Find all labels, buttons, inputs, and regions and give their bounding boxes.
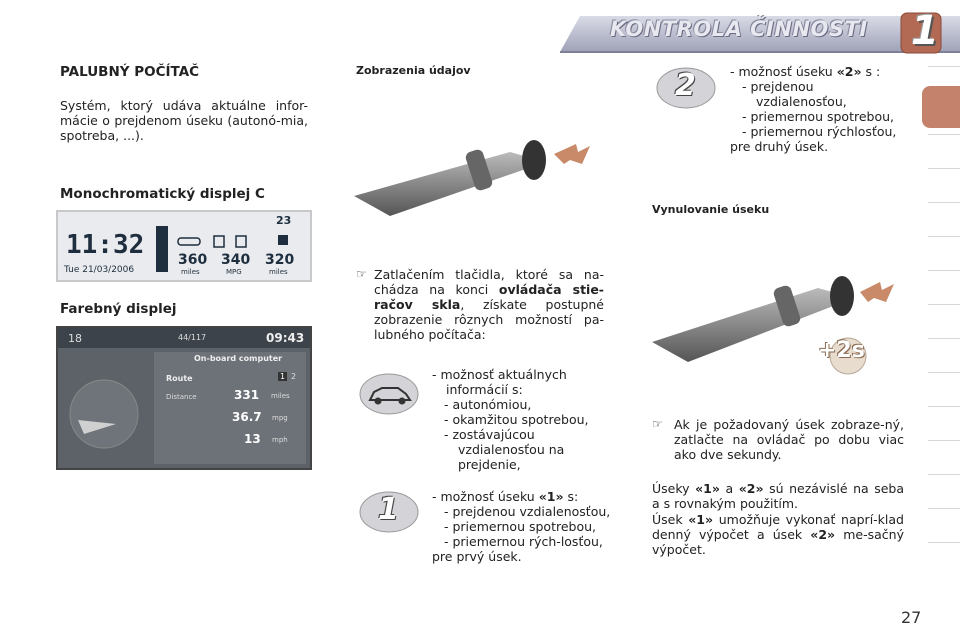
- option-trip-2-item: - priemernou spotrebou,: [742, 109, 895, 124]
- color-route-label: Route: [166, 374, 193, 383]
- mono-unit-1: miles: [181, 268, 200, 276]
- option-trip-1-bold: «1»: [538, 489, 564, 504]
- section-heading-color-display: Farebný displej: [60, 301, 177, 317]
- option-trip-1-item: - priemernou spotrebou,: [444, 519, 597, 534]
- color-time: 09:43: [266, 331, 305, 345]
- color-row-label-1: Distance: [166, 393, 197, 401]
- trips-independent-paragraph: Úseky «1» a «2» sú nezávislé na seba a s rovnakým použitím.: [652, 481, 904, 511]
- color-panel-title: On-board computer: [194, 354, 283, 363]
- mono-display-image: [56, 210, 312, 282]
- option-trip-1-item: - prejdenou vzdialenosťou,: [444, 504, 611, 519]
- mono-value-3: 320: [265, 252, 295, 268]
- color-trip-counter: 44/117: [178, 333, 207, 342]
- mono-unit-2: MPG: [226, 268, 242, 276]
- section-heading-onboard-computer: PALUBNÝ POČÍTAČ: [60, 64, 200, 80]
- pointer-icon: ☞: [652, 417, 663, 431]
- color-row-unit-2: mpg: [272, 414, 288, 422]
- page-title: KONTROLA ČINNOSTI: [610, 17, 868, 41]
- mono-value-1: 360: [178, 252, 208, 268]
- wiper-stalk-image: [350, 132, 590, 222]
- option-trip-2-pre: - možnosť úseku: [730, 64, 837, 79]
- mono-trip-selector: [156, 226, 168, 272]
- car-icon: [358, 372, 420, 416]
- color-row-unit-1: miles: [271, 392, 290, 400]
- option-trip-1-footer: pre prvý úsek.: [432, 549, 522, 564]
- press-instruction-bold: ovládača stie-račov skla: [374, 282, 604, 312]
- option-trip-2-bold: «2»: [836, 64, 862, 79]
- color-temperature: 18: [68, 332, 82, 345]
- mono-date: Tue 21/03/2006: [64, 265, 135, 275]
- mono-unit-3: miles: [269, 268, 288, 276]
- mono-temperature: 23: [276, 214, 292, 227]
- press-instruction-post: , získate postupné zobrazenie rôznych možností pa-lubného počítača:: [374, 297, 604, 342]
- pointer-icon: ☞: [356, 267, 367, 281]
- trip-1-icon: 1: [358, 490, 420, 534]
- mono-time: 11:32: [66, 230, 145, 260]
- option-trip-2: [730, 64, 908, 154]
- press-instruction: [356, 267, 604, 342]
- chapter-tab-bar: [928, 66, 960, 576]
- reset-instruction-text: Ak je požadovaný úsek zobraze-ný, zatlačte na ovládač po dobu viac ako dve sekundy.: [674, 417, 904, 462]
- color-route-tab-1: 1: [280, 372, 286, 381]
- option-trip-2-post: s :: [861, 64, 881, 79]
- option-current-info: [432, 367, 612, 472]
- section-heading-reset: Vynulovanie úseku: [652, 203, 770, 216]
- option-trip-1: [432, 489, 612, 564]
- color-route-tab-2: 2: [291, 372, 297, 381]
- press-arrow-icon: [554, 144, 590, 164]
- trip-usage-paragraph: Úsek «1» umožňuje vykonať naprí-klad denný výpočet a úsek «2» me-sačný výpočet.: [652, 512, 904, 557]
- page-number: 27: [901, 608, 922, 627]
- color-row-value-2: 36.7: [232, 410, 262, 424]
- hold-2s-label: +2s: [818, 338, 865, 363]
- color-display-image: [56, 326, 312, 470]
- option-current-item: - okamžitou spotrebou,: [444, 412, 589, 427]
- section-heading-mono-display: Monochromatický displej C: [60, 186, 265, 202]
- option-current-item: - zostávajúcou vzdialenosťou na prejdenie,: [444, 427, 565, 472]
- color-row-value-3: 13: [244, 432, 261, 446]
- option-current-item: - autonómiou,: [444, 397, 532, 412]
- intro-paragraph: Systém, ktorý udáva aktuálne infor-mácie o prejdenom úseku (autonó-mia, spotreba, ...).: [60, 98, 308, 143]
- mono-value-2: 340: [221, 252, 251, 268]
- chapter-tab-active[interactable]: [922, 86, 960, 128]
- reset-instruction: [652, 417, 904, 462]
- mono-function-icons: [172, 234, 302, 248]
- section-heading-data-display: Zobrazenia údajov: [356, 64, 471, 77]
- option-trip-1-pre: - možnosť úseku: [432, 489, 539, 504]
- chapter-number: 1: [911, 8, 939, 54]
- wiper-stalk-reset-image: [648, 270, 898, 380]
- option-current-title: - možnosť aktuálnych informácií s:: [432, 367, 567, 397]
- option-trip-2-item: - prejdenou vzdialenosťou,: [742, 79, 847, 109]
- color-row-unit-3: mph: [272, 436, 288, 444]
- trip-2-icon: 2: [655, 66, 717, 110]
- press-instruction-pre: Zatlačením tlačidla, ktoré sa na-chádza na konci: [374, 267, 604, 297]
- compass-graphic: [64, 374, 144, 454]
- color-row-value-1: 331: [234, 388, 260, 402]
- option-trip-2-footer: pre druhý úsek.: [730, 139, 829, 154]
- option-trip-1-item: - priemernou rých-losťou,: [444, 534, 603, 549]
- option-trip-2-item: - priemernou rýchlosťou,: [742, 124, 897, 139]
- option-trip-1-post: s:: [563, 489, 579, 504]
